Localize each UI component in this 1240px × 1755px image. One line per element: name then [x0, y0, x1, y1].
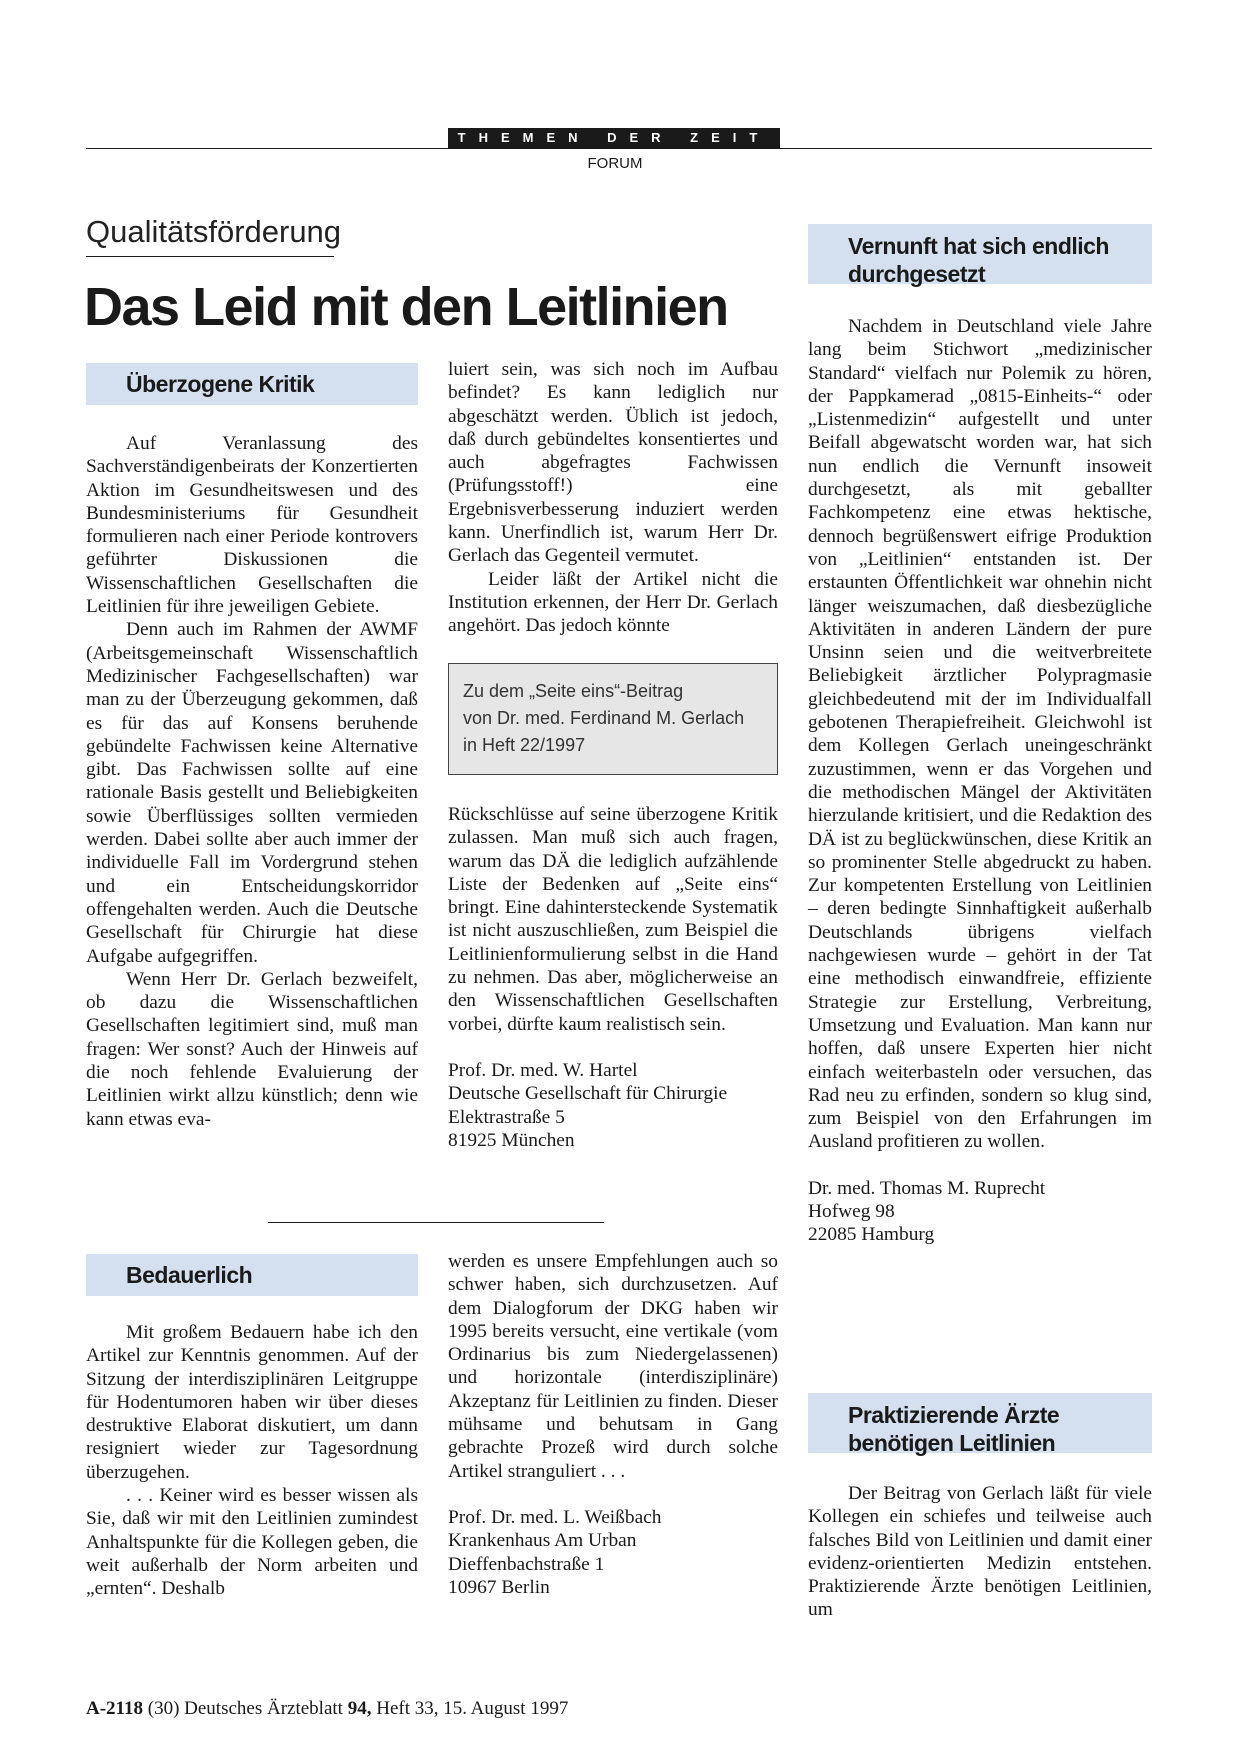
paragraph: Leider läßt der Artikel nicht die Institution erkennen, der Herr Dr. Gerlach angehört. Das jedoch könnte [448, 568, 778, 637]
signature-line: 22085 Hamburg [808, 1224, 935, 1246]
signature-line: Elektrastraße 5 [448, 1106, 565, 1128]
reference-box [448, 663, 778, 775]
paragraph: Denn auch im Rahmen der AWMF (Arbeitsgemeinschaft Wissenschaftlich Medizinischer Fachgesellschaften) war man zu der Überzeugung gekommen, daß es für das auf Konsens beruhende gebündelte Fachwissen keine Alternative gibt. Das Fachwissen sollte auf eine rationale Basis gestellt und Beliebigkeiten sowie Überflüssiges sollten vermieden werden. Dabei sollte aber auch immer der individuelle Fall im Vordergrund stehen und ein Entscheidungskorridor offengehalten werden. Auch die Deutsche Gesellschaft für Chirurgie hat diese Aufgabe aufgegriffen. [86, 619, 418, 967]
signature-line: 81925 München [448, 1129, 575, 1151]
letter2-col1 [86, 1321, 418, 1601]
subhead-line: Vernunft hat sich endlich [848, 233, 1109, 259]
paragraph: . . . Keiner wird es besser wissen als Sie, daß wir mit den Leitlinien zumindest Anhaltspunkte für die Kollegen geben, die weit außerhalb der Norm arbeiten und „ernten“. Deshalb [86, 1485, 418, 1600]
page-footer [86, 1698, 568, 1720]
letter4-col [808, 1482, 1152, 1622]
signature-line: Dieffenbachstraße 1 [448, 1553, 605, 1575]
paragraph: Wenn Herr Dr. Gerlach bezweifelt, ob dazu die Wissenschaftlichen Gesellschaften legitimiert sind, muß man fragen: Wer sonst? Auch der Hinweis auf die noch fehlende Evaluierung der Leitlinien wirkt allzu künstlich; denn wie kann etwas eva- [86, 968, 418, 1130]
letter3-col [808, 315, 1152, 1247]
subhead-line: durchgesetzt [848, 261, 986, 287]
paragraph: luiert sein, was sich noch im Aufbau befindet? Es kann lediglich nur abgeschätzt werden. Üblich ist jedoch, daß durch gebündeltes konsentiertes und auch abgefragtes Fachwissen (Prüfungsstoff!) eine Ergebnisverbesserung induziert werden kann. Unerfindlich ist, warum Herr Dr. Gerlach das Gegenteil vermutet. [448, 359, 778, 567]
signature-line: Dr. med. Thomas M. Ruprecht [808, 1177, 1046, 1199]
kicker-underline [86, 256, 334, 257]
article-kicker: Qualitätsförderung [86, 214, 342, 249]
subhead-vernunft [808, 224, 1152, 287]
reference-line: von Dr. med. Ferdinand M. Gerlach [463, 708, 745, 728]
divider-rule [268, 1222, 604, 1223]
letter2-col2 [448, 1250, 778, 1599]
letter1-col2-top [448, 358, 778, 638]
paragraph: Nachdem in Deutschland viele Jahre lang beim Stichwort „medizinischer Standard“ vielfach nur Polemik zu hören, der Pappkamerad „0815-Einheits-“ oder „Listenmedizin“ aufgestellt und unter Beifall abgewatscht worden war, hat sich nun endlich die Vernunft insoweit durchgesetzt, als mit geballter Fachkompetenz eine etwas hektische, dennoch begrüßenswert eifrige Produktion von „Leitlinien“ entstanden ist. Der erstaunten Öffentlichkeit war ohnehin nicht länger weiszumachen, daß diesbezügliche Aktivitäten in anderen Ländern der pure Unsinn seien und die weitverbreitete Beliebigkeit ärztlicher Polypragmasie gleichbedeutend mit der im Individualfall gebotenen Therapiefreiheit. Gleichwohl ist dem Kollegen Gerlach uneingeschränkt zuzustimmen, wenn er das Vorgehen und die methodischen Mängel der Aktivitäten hierzulande kritisiert, und die Redaktion des DÄ ist zu beglückwünschen, diese Kritik an so prominenter Stelle abgedruckt zu haben. Zur kompetenten Erstellung von Leitlinien – deren bedingte Sinnhaftigkeit außerhalb Deutschlands übrigens vielfach nachgewiesen wurde – gehört in der Tat eine methodisch einwandfreie, effiziente Strategie zur Erstellung, Verbreitung, Umsetzung und Evaluation. Man kann nur hoffen, daß unsere Experten hier nicht einfach weiterbasteln oder versuchen, das Rad neu zu erfinden, sondern so klug sind, zum Beispiel von den Erfahrungen im Ausland profitieren zu wollen. [808, 316, 1152, 1153]
reference-line: in Heft 22/1997 [463, 735, 586, 755]
subhead-line: benötigen Leitlinien [848, 1430, 1056, 1456]
subhead-ueberzogene-kritik: Überzogene Kritik [86, 363, 418, 405]
signature-line: Hofweg 98 [808, 1200, 895, 1222]
subhead-line: Praktizierende Ärzte [848, 1402, 1060, 1428]
subhead-bedauerlich: Bedauerlich [86, 1254, 418, 1296]
signature-line: Prof. Dr. med. W. Hartel [448, 1059, 638, 1081]
paragraph: Rückschlüsse auf seine überzogene Kritik zulassen. Man muß sich auch fragen, warum das DÄ die lediglich aufzählende Liste der Bedenken auf „Seite eins“ bringt. Eine dahintersteckende Systematik ist nicht auszuschließen, zum Beispiel die Leitlinienformulierung selbst in die Hand zu nehmen. Das aber, möglicherweise an den Wissenschaftlichen Gesellschaften vorbei, dürfte kaum realistisch sein. [448, 804, 778, 1035]
paragraph: Mit großem Bedauern habe ich den Artikel zur Kenntnis genommen. Auf der Sitzung der interdisziplinären Leitgruppe für Hodentumoren haben wir über dieses destruktive Elaborat diskutiert, um dann resigniert wieder zur Tagesordnung überzugehen. [86, 1322, 418, 1483]
page-number: A-2118 [86, 1698, 143, 1719]
footer-volume: 94, [347, 1698, 372, 1719]
subhead-praktizierende-aerzte [808, 1393, 1152, 1456]
paragraph: Auf Veranlassung des Sachverständigenbeirats der Konzertierten Aktion im Gesundheitswesen und des Bundesministeriums für Gesundheit formulieren nach einer Periode kontrovers geführter Diskussionen die Wissenschaftlichen Gesellschaften die Leitlinien für ihre jeweiligen Gebiete. [86, 433, 418, 618]
letter1-col2-bottom [448, 803, 778, 1152]
signature-line: Deutsche Gesellschaft für Chirurgie [448, 1083, 728, 1105]
section-banner: THEMEN DER ZEIT [448, 128, 780, 148]
section-sub: FORUM [587, 155, 643, 172]
signature-line: Krankenhaus Am Urban [448, 1530, 637, 1552]
footer-issue: Heft 33, 15. August 1997 [376, 1698, 569, 1719]
header-rule [86, 148, 1152, 149]
footer-journal: (30) Deutsches Ärzteblatt [147, 1698, 343, 1719]
signature-line: Prof. Dr. med. L. Weißbach [448, 1506, 662, 1528]
signature-line: 10967 Berlin [448, 1576, 550, 1598]
article-headline: Das Leid mit den Leitlinien [84, 277, 728, 337]
letter1-col1 [86, 432, 418, 1131]
paragraph: werden es unsere Empfehlungen auch so schwer haben, sich durchzusetzen. Auf dem Dialogforum der DKG haben wir 1995 bereits versucht, eine vertikale (vom Ordinarius bis zum Niedergelassenen) und horizontale (interdisziplinäre) Akzeptanz für Leitlinien zu finden. Dieser mühsame und behutsam in Gang gebrachte Prozeß wird durch solche Artikel stranguliert . . . [448, 1251, 778, 1482]
paragraph: Der Beitrag von Gerlach läßt für viele Kollegen ein schiefes und teilweise auch falsches Bild von Leitlinien und damit einer evidenz-orientierten Medizin entstehen. Praktizierende Ärzte benötigen Leitlinien, um [808, 1483, 1152, 1621]
reference-line: Zu dem „Seite eins“-Beitrag [463, 681, 684, 701]
